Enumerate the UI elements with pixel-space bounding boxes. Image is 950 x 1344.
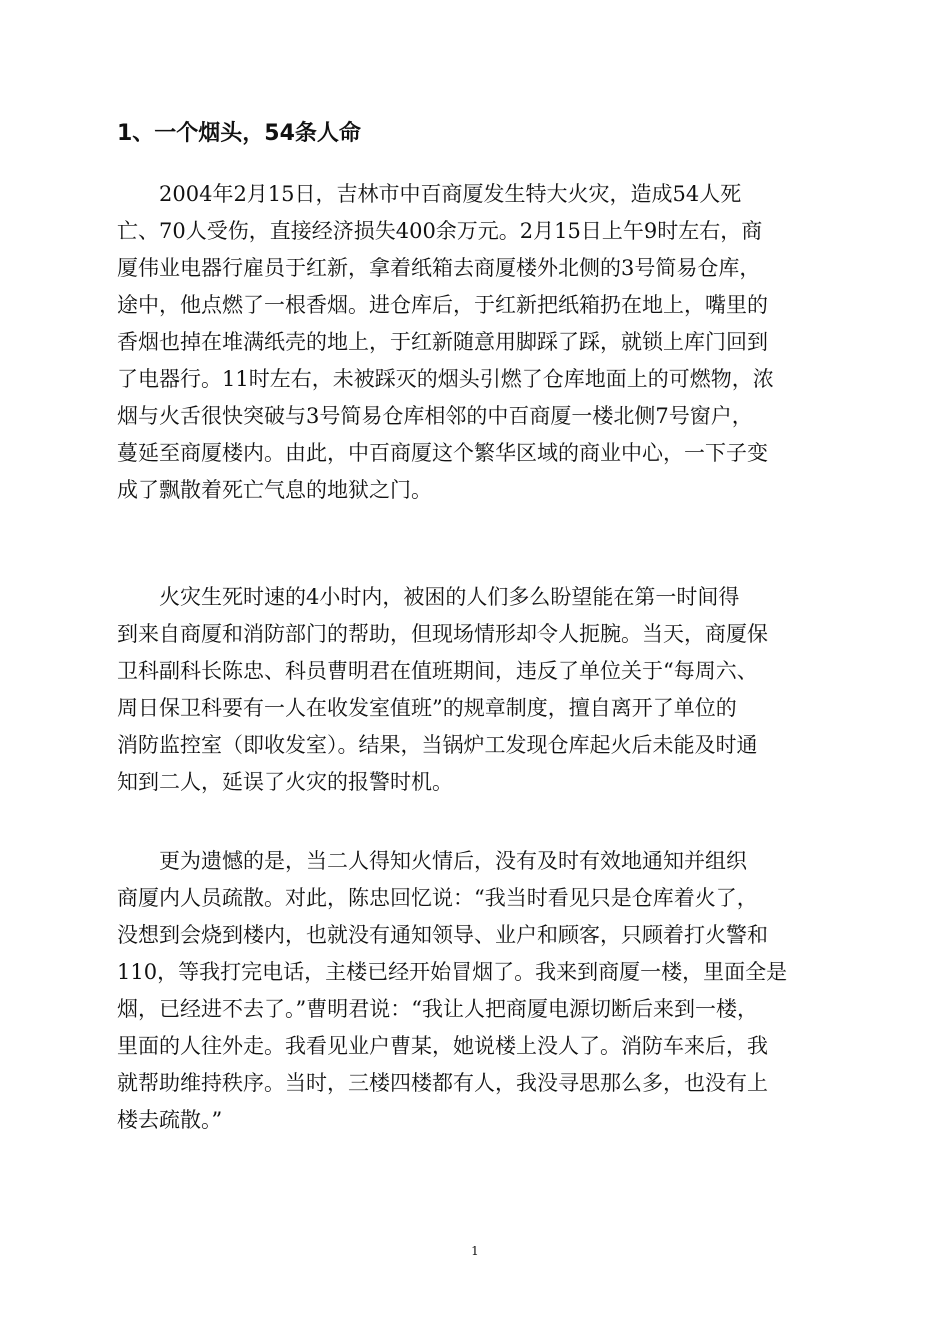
text-line: 2004年2月15日，吉林市中百商厦发生特大火灾，造成54人死 [117, 182, 742, 206]
paragraph-3 [117, 843, 839, 1139]
text-line: 途中，他点燃了一根香烟。进仓库后，于红新把纸箱扔在地上，嘴里的 [117, 293, 768, 317]
text-line: 烟与火舌很快突破与3号简易仓库相邻的中百商厦一楼北侧7号窗户， [117, 404, 753, 428]
text-line: 火灾生死时速的4小时内，被困的人们多么盼望能在第一时间得 [117, 585, 740, 609]
paragraph-2 [117, 579, 839, 801]
text-line: 更为遗憾的是，当二人得知火情后，没有及时有效地通知并组织 [117, 849, 747, 873]
text-line: 厦伟业电器行雇员于红新，拿着纸箱去商厦楼外北侧的3号简易仓库， [117, 256, 761, 280]
text-line: 就帮助维持秩序。当时，三楼四楼都有人，我没寻思那么多，也没有上 [117, 1071, 768, 1095]
text-line: 了电器行。11时左右，未被踩灭的烟头引燃了仓库地面上的可燃物，浓 [117, 367, 774, 391]
text-line: 110，等我打完电话，主楼已经开始冒烟了。我来到商厦一楼，里面全是 [117, 960, 788, 984]
page-number: 1 [471, 1244, 479, 1258]
text-line: 消防监控室（即收发室）。结果，当锅炉工发现仓库起火后未能及时通 [117, 733, 758, 757]
text-line: 卫科副科长陈忠、科员曹明君在值班期间，违反了单位关于“每周六、 [117, 659, 758, 683]
paragraph-1 [117, 176, 839, 509]
text-line: 楼去疏散。” [117, 1108, 223, 1132]
text-line: 成了飘散着死亡气息的地狱之门。 [117, 478, 432, 502]
text-line: 亡、70人受伤，直接经济损失400余万元。2月15日上午9时左右，商 [117, 219, 763, 243]
text-line: 周日保卫科要有一人在收发室值班”的规章制度，擅自离开了单位的 [117, 696, 737, 720]
text-line: 香烟也掉在堆满纸壳的地上，于红新随意用脚踩了踩，就锁上库门回到 [117, 330, 768, 354]
text-line: 商厦内人员疏散。对此，陈忠回忆说：“我当时看见只是仓库着火了， [117, 886, 758, 910]
text-line: 蔓延至商厦楼内。由此，中百商厦这个繁华区域的商业中心，一下子变 [117, 441, 768, 465]
text-line: 没想到会烧到楼内，也就没有通知领导、业户和顾客，只顾着打火警和 [117, 923, 768, 947]
text-line: 知到二人，延误了火灾的报警时机。 [117, 770, 453, 794]
text-line: 到来自商厦和消防部门的帮助，但现场情形却令人扼腕。当天，商厦保 [117, 622, 768, 646]
section-heading: 1、一个烟头，54条人命 [117, 121, 361, 146]
text-line: 里面的人往外走。我看见业户曹某，她说楼上没人了。消防车来后，我 [117, 1034, 768, 1058]
text-line: 烟，已经进不去了。”曹明君说：“我让人把商厦电源切断后来到一楼， [117, 997, 758, 1021]
